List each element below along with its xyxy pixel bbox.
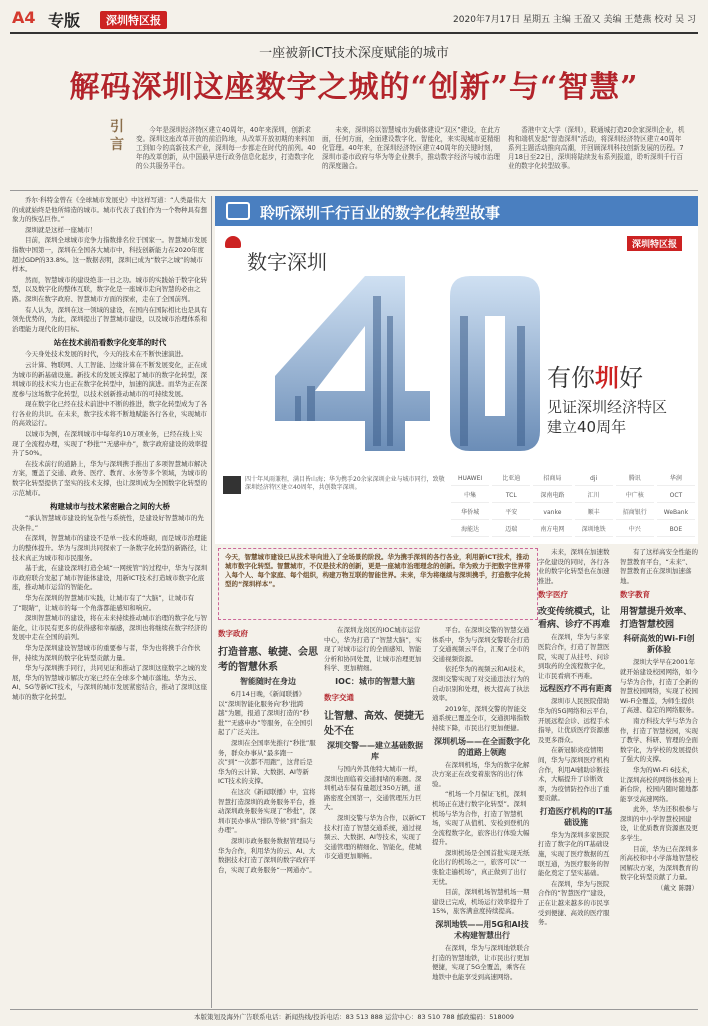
paragraph: 在深圳，华为与深圳地铁联合打造的智慧地铁，让市民出行更加便捷，实现了5G全覆盖，乘客在地铁中也能享受到高速网络。: [432, 944, 530, 981]
paragraph: 依托华为的视频云和AI技术，深圳交警实现了对交通违法行为的自动识别和处理，极大提高了执法效率。: [432, 665, 530, 703]
partner-logos: [451, 472, 695, 537]
paragraph: 与国内外其他特大城市一样，深圳也面临着交通拥堵的难题。深圳机动车保有量超过350万辆，道路密度全国第一，交通管理压力巨大。: [324, 764, 422, 812]
paragraph: 在新冠肺炎疫情期间，华为与深圳医疗机构合作，利用AI辅助诊断技术，大幅提升了诊断效率，为疫情防控作出了重要贡献。: [538, 746, 610, 803]
ad-brand: 深圳特区报: [627, 236, 682, 251]
left-column: [12, 196, 208, 1008]
paragraph: “承认智慧城市建设的复杂性与系统性，是建设好智慧城市的先决条件。”: [12, 514, 204, 532]
partner-logo: 平安: [492, 506, 530, 520]
paragraph: 云计算、物联网、人工智能、边缘计算在不断发展变化，正在成为城市的新基础设施。新技术的发展支撑起了城市的数字化转型，深圳城市的技术实力也正在数字化转型中，加速的演进。而华为正在深度参与这场数字化转型，以技术创新推动城市的可持续发展。: [12, 360, 207, 398]
tagline-highlight: 圳: [595, 364, 619, 392]
partner-logo: 比亚迪: [492, 472, 530, 486]
subheading: IOC：城市的智慧大脑: [335, 676, 415, 686]
paragraph: 深圳大学早在2001年就开始建设校园网络，如今与华为合作，打造了全新的智慧校园网络，实现了校园Wi-Fi全覆盖，为师生提供了高速、稳定的网络服务。: [620, 658, 698, 715]
paragraph: 深圳市政务服务数据管理局与华为合作，利用华为的云、AI、大数据技术打造了深圳的数字政府平台，实现了政务服务“一网通办”。: [218, 836, 316, 874]
author-credit: （戴文 陈翾）: [656, 884, 698, 893]
paragraph: 华为为深圳多家医院打造了数字化的IT基础设施，实现了医疗数据的互联互通，为医疗服务的智能化奠定了坚实基础。: [538, 830, 610, 878]
intro-col-3: 香港中文大学（深圳），联通城打造20余家深圳企业，机构和端机发起“智造深圳”活动，将深圳经济特区建立40周年系列主题活动推向高潮，并回顾深圳科技创新发展的历程。7月18日至22日，深圳将陆续发布系列报道，聆听深圳千行百业的数字化转型故事。: [508, 126, 685, 170]
intro-col-2: 未来，深圳将以智慧城市为载体建设“双区”建设，在此方面，任何方面，全面建设数字化、智能化，来实现城市更精细化管理。40年来，在深圳经济特区建立40周年的关键时刻，深圳市委市政府与华为等企业携手，推动数字经济与城市治理的深度融合。: [322, 126, 501, 170]
section-tag: 数字教育: [620, 590, 650, 600]
page-code: A4: [12, 8, 36, 27]
paragraph: 深圳交警与华为合作，以新ICT技术打造了智慧交通系统，通过视频云、大数据、AI等技术，实现了交通管理的精细化、智能化，使城市交通更加顺畅。: [324, 813, 426, 861]
paragraph: 有了这样高安全性能的智慧教育平台，“未来”、智慧教育正在深圳加速落地。: [620, 548, 698, 585]
paragraph: 今天身处技术发展的时代，今天的技术在不断快速演进。: [25, 350, 188, 359]
partner-logo: OCT: [657, 489, 695, 503]
paragraph: 南方科技大学与华为合作，打造了智慧校园，实现了教学、科研、管理的全面数字化，为学校的发展提供了强大的支撑。: [620, 716, 698, 764]
footer-rule: [10, 1009, 698, 1010]
forty-graphic: [255, 256, 575, 456]
subheading: 站在技术前沿看数字化变革的时代: [53, 338, 167, 348]
paragraph: 华为与深圳携手同行，共同见证和推动了深圳这座数字之城的发展，华为的智慧城市解决方案已经在全球多个城市落地。华为云、AI、5G等新ICT技术，与深圳的城市发展紧密结合，推动了深圳这座城市的数字化转型。: [12, 664, 207, 701]
paragraph: 在深圳，华为与多家医院合作，打造了智慧医院，实现了从挂号、问诊到取药的全流程数字化，让市民看病不再难。: [538, 633, 610, 680]
partner-logo: 迈瑞: [492, 523, 530, 537]
column-divider: [211, 196, 212, 1008]
partner-logo: TCL: [492, 489, 530, 503]
paragraph: “机场一个月保证飞机，深圳机场正在进行数字化转型”。深圳机场与华为合作，打造了智慧机场，实现了从值机、安检到登机的全流程数字化，旅客出行体验大幅提升。: [432, 790, 530, 847]
section-heading: 打造普惠、敏捷、会思考的智慧休系: [218, 647, 318, 673]
tagline-line-2: 见证深圳经济特区: [547, 398, 668, 416]
paragraph: 然而，智慧城市的建设绝非一日之功。城市的实践始于数字化转型，以及数字化的整体互联，数字化是一座城市走向智慧的必由之路。深圳在数字政府、智慧城市方面的探索，走在了全国前列。: [12, 275, 207, 303]
paragraph: 华为是深圳建设智慧城市的重要参与者，华为也将携手合作伙伴，持续为深圳的数字化转型贡献力量。: [12, 643, 201, 662]
paragraph: 以城市为例，在深圳城市中每年约10万项业务，已经在线上实现了全流程办理，实现了“秒批”“无感申办”，数字政府建设的效率提升了50%。: [12, 430, 208, 458]
partner-logo: WeBank: [657, 506, 695, 520]
partner-logo: HUAWEI: [451, 472, 489, 486]
tagline-prefix: 有你: [547, 364, 595, 392]
ad-note: 四十年风雨兼程，满目皆山海；华为携手20余家深圳企业与城市同行，致敬深圳经济特区建立40周年，共创数字深圳。: [245, 476, 445, 491]
partner-logo: 中兴: [616, 523, 654, 537]
paragraph: 深圳智慧城市的建设，将在未来持续推动城市治理的数字化与智能化，让市民有更多的获得感和幸福感，深圳也将继续在数字经济的发展中走在全国的前列。: [12, 614, 207, 642]
paragraph: 目前，深圳机场智慧机场一期建设已完成，机场运行效率提升了15%，旅客满意度持续提高。: [432, 888, 530, 916]
partner-logo: 汇川: [575, 489, 613, 503]
partner-logo: 招商银行: [616, 506, 654, 520]
paragraph: 未来，深圳在加速数字化建设的同时，各行各业的数字化转型也在加速推进。: [538, 548, 610, 585]
tagline: [547, 358, 643, 393]
section-tag: 数字交通: [324, 692, 354, 702]
intro-badge: 引言: [110, 119, 124, 153]
partner-logo: 海能达: [451, 523, 489, 537]
paragraph: 深圳机场是全国首批实现无纸化出行的机场之一，旅客可以“一张脸走遍机场”，真正做到了出行无忧。: [432, 848, 530, 886]
subheading: 深圳机场——在全面数字化的道路上领跑: [434, 736, 530, 757]
paragraph: 华为的Wi-Fi 6技术，让深圳高校的网络体验再上新台阶，校园内随时随地都能享受高速网络。: [620, 765, 698, 803]
newspaper-brand: 深圳特区报: [100, 11, 167, 29]
tagline-line-3: 建立40周年: [547, 418, 627, 436]
right-column-2: [538, 548, 614, 1008]
paragraph: 6月14日晚，《新闻联播》以“深圳智能化服务向‘秒’批跨越”为题，报道了深圳打造的“秒批”“无感申办”等服务，在全国引起了广泛关注。: [218, 690, 313, 737]
section-tag: 数字医疗: [538, 590, 568, 600]
intro-rule: [10, 190, 698, 191]
editorial-callout: 今天，智慧城市建设已从技术导向进入了全场景的阶段。华为携手深圳的各行各业，利用新ICT技术，推动城市数字化转型。智慧城市，不仅是技术的创新，更是一座城市治理理念的创新。华为致力于把数字世界带入每个人、每个家庭、每个组织，构建万物互联的智能世界。未来，华为将继续与深圳携手，打造数字化转型的“深圳样本”。: [218, 548, 538, 620]
partner-logo: BOE: [657, 523, 695, 537]
paragraph: 此外，华为还积极参与深圳的中小学智慧校园建设，让优质教育资源惠及更多学生。: [620, 805, 698, 843]
subheading: 科研高效的Wi-Fi创新体验: [623, 634, 695, 655]
partner-logo: 华润: [657, 472, 695, 486]
partner-logo: 南方电网: [533, 523, 571, 537]
paragraph: 目前，深圳全球城市竞争力指数排名位于国家一。智慧城市发展指数中国第一，深圳在全国各大城市中，科技创新能力在2020年度超过GDP的33.8%。这一数据表明，深圳已成为“数字之城”的城市样本。: [12, 236, 207, 274]
partner-logo: 深南电路: [533, 489, 571, 503]
subheading: 深圳交警——建立基础数据库: [327, 740, 423, 761]
section-heading: 改变传统模式，让看病、诊疗不再难: [538, 607, 611, 631]
header-rule: [10, 32, 698, 34]
paragraph: 深圳就是这样一座城市！: [25, 225, 97, 234]
paragraph: 在深圳，华为与医院合作的“智慧医疗”建设，正在让越来越多的市民享受到便捷、高效的医疗服务。: [538, 879, 610, 927]
anniversary-ad: [215, 226, 698, 544]
partner-logo: 腾讯: [616, 472, 654, 486]
subheading: 构建城市与技术紧密融合之间的大桥: [50, 502, 170, 512]
middle-column-b: [324, 548, 426, 1008]
paragraph: 2019年，深圳交警的智能交通系统已覆盖全市，交通拥堵指数持续下降，市民出行更加便捷。: [432, 704, 530, 732]
subheading: 打造医疗机构的IT基础设施: [539, 806, 613, 827]
partner-logo: 深圳地铁: [575, 523, 613, 537]
paragraph: 在深圳，智慧城市的建设不是单一技术的堆砌，而是城市治理能力的整体提升。华为与深圳共同探索了一条数字化转型的新路径，让技术真正为城市和市民服务。: [12, 534, 207, 562]
qr-code-icon: [223, 476, 241, 494]
band-title: 聆听深圳千行百业的数字化转型故事: [260, 204, 501, 222]
paragraph: 在深圳机场，华为的数字化解决方案正在改变着旅客的出行体验。: [432, 760, 530, 788]
partner-logo: 华侨城: [451, 506, 489, 520]
date-and-staff: 2020年7月17日 星期五 主编 王盈又 美编 王楚燕 校对 吴 习: [453, 15, 696, 25]
subheading: 深圳地铁——用5G和AI技术构建智慧出行: [435, 920, 529, 941]
paragraph: 目前，华为已在深圳多所高校和中小学落地智慧校园解决方案，为深圳教育的数字化转型贡献了力量。: [620, 844, 698, 882]
headline-kicker: 一座被新ICT技术深度赋能的城市: [259, 46, 449, 61]
section-heading: 让智慧、高效、便捷无处不在: [324, 710, 424, 737]
partner-logo: 招商局: [533, 472, 571, 486]
middle-column-a: [218, 626, 318, 1008]
paragraph: 有人认为，深圳在这一领域的建设，在国内在国际相比也是具有领先优势的，为此，深圳提出了智慧城市建设，以及城市治理体系和治理能力现代化的目标。: [12, 305, 207, 333]
section-heading: 用智慧提升效率、打造智慧校园: [620, 607, 693, 631]
right-column-3: [620, 548, 698, 1008]
page-footer: 本版策划及海外广告联系电话：新闻热线/投诉电话：83 513 888 运营中心：83 510 788 邮政编码：518009: [193, 1013, 515, 1021]
intro-col-1: 今年是深圳经济特区建立40周年，40年来深圳，创新求变。深圳这座改革开放的前沿阵地，从改革开放初期的来料加工到如今的高新技术产业，深圳每一步都走在时代的前列。40年的改革创新，从中国最早进行政务信息化起步，打造数字化的公共服务平台。: [136, 126, 316, 170]
partner-logo: 中广核: [616, 489, 654, 503]
tagline-suffix: 好: [619, 364, 643, 392]
partner-logo: dji: [575, 472, 613, 486]
subheading: 远程医疗不再有距离: [540, 684, 612, 694]
partner-logo: vanke: [533, 506, 571, 520]
partner-logo: 顺丰: [575, 506, 613, 520]
paragraph: 在这次《新闻联播》中，宜将智慧打造深圳的政务服务平台，推动深圳政务服务实现了“秒批”，深圳市民办事从“排队等候”到“指尖办理”。: [218, 787, 316, 835]
paragraph: 在技术前行的道路上，华为与深圳携手推出了多项智慧城市解决方案，覆盖了交通、政务、医疗、教育、水务等多个领域，为城市的数字化转型提供了坚实的技术支撑，也让深圳成为全国数字化转型的示范城市。: [12, 459, 207, 497]
headline-title: 解码深圳这座数字之城的“创新”与“智慧”: [69, 70, 639, 105]
page-header: [10, 8, 698, 30]
paragraph: 华为在深圳的智慧城市实践，让城市有了“大脑”，让城市有了“眼睛”，让城市的每一个角落都能感知和响应。: [12, 593, 195, 612]
partner-logo: 中集: [451, 489, 489, 503]
paragraph: 基于此，在建设深圳打造全域“一网统管”的过程中，华为与深圳市政府联合发起了城市智能体建设，用新ICT技术打造城市数字化底座，推动城市运营的智能化。: [12, 564, 208, 592]
section-name: 专版: [48, 11, 81, 30]
chat-bubble-icon: [226, 202, 250, 220]
paragraph: 现在数字化已经在技术前进中不断的推进，数字化转型成为了各行各业的共识。在未来，数字技术将不断地赋能各行各业，实现城市的高效运行。: [12, 400, 207, 428]
paragraph: 深圳在全国率先推行“秒批”服务，群众办事从“最多跑一次”到“一次都不用跑”，这背后是华为的云计算、大数据、AI等新ICT技术的支撑。: [218, 738, 316, 786]
huawei-logo-icon: [225, 236, 241, 248]
section-tag: 数字政府: [218, 629, 248, 638]
paragraph: 深圳市人民医院借助华为的5G网络和云平台，开展远程会诊、远程手术指导，让优质医疗资源惠及更多群众。: [538, 697, 613, 744]
paragraph: 平台。在深圳交警的智慧交通体系中，华为与深圳交警联合打造了交通视频云平台，汇聚了全市的交通视频资源。: [432, 626, 530, 663]
author-quote: 乔尔·科特金曾在《全球城市发展史》中这样写道：“人类最伟大的成就始终是他所缔造的城市。城市代表了我们作为一个物种具有想象力的恢弘巨作。”: [12, 196, 207, 224]
subheading: 智能随时在身边: [240, 677, 296, 686]
right-column-1: [432, 548, 532, 1008]
paragraph: 在深圳龙岗区的IOC城市运营中心，华为打造了“智慧大脑”，实现了对城市运行的全面感知、智能分析和协同处置，让城市治理更加科学、更加精细。: [324, 626, 422, 673]
ad-logo-word: 数字深圳: [247, 250, 327, 274]
